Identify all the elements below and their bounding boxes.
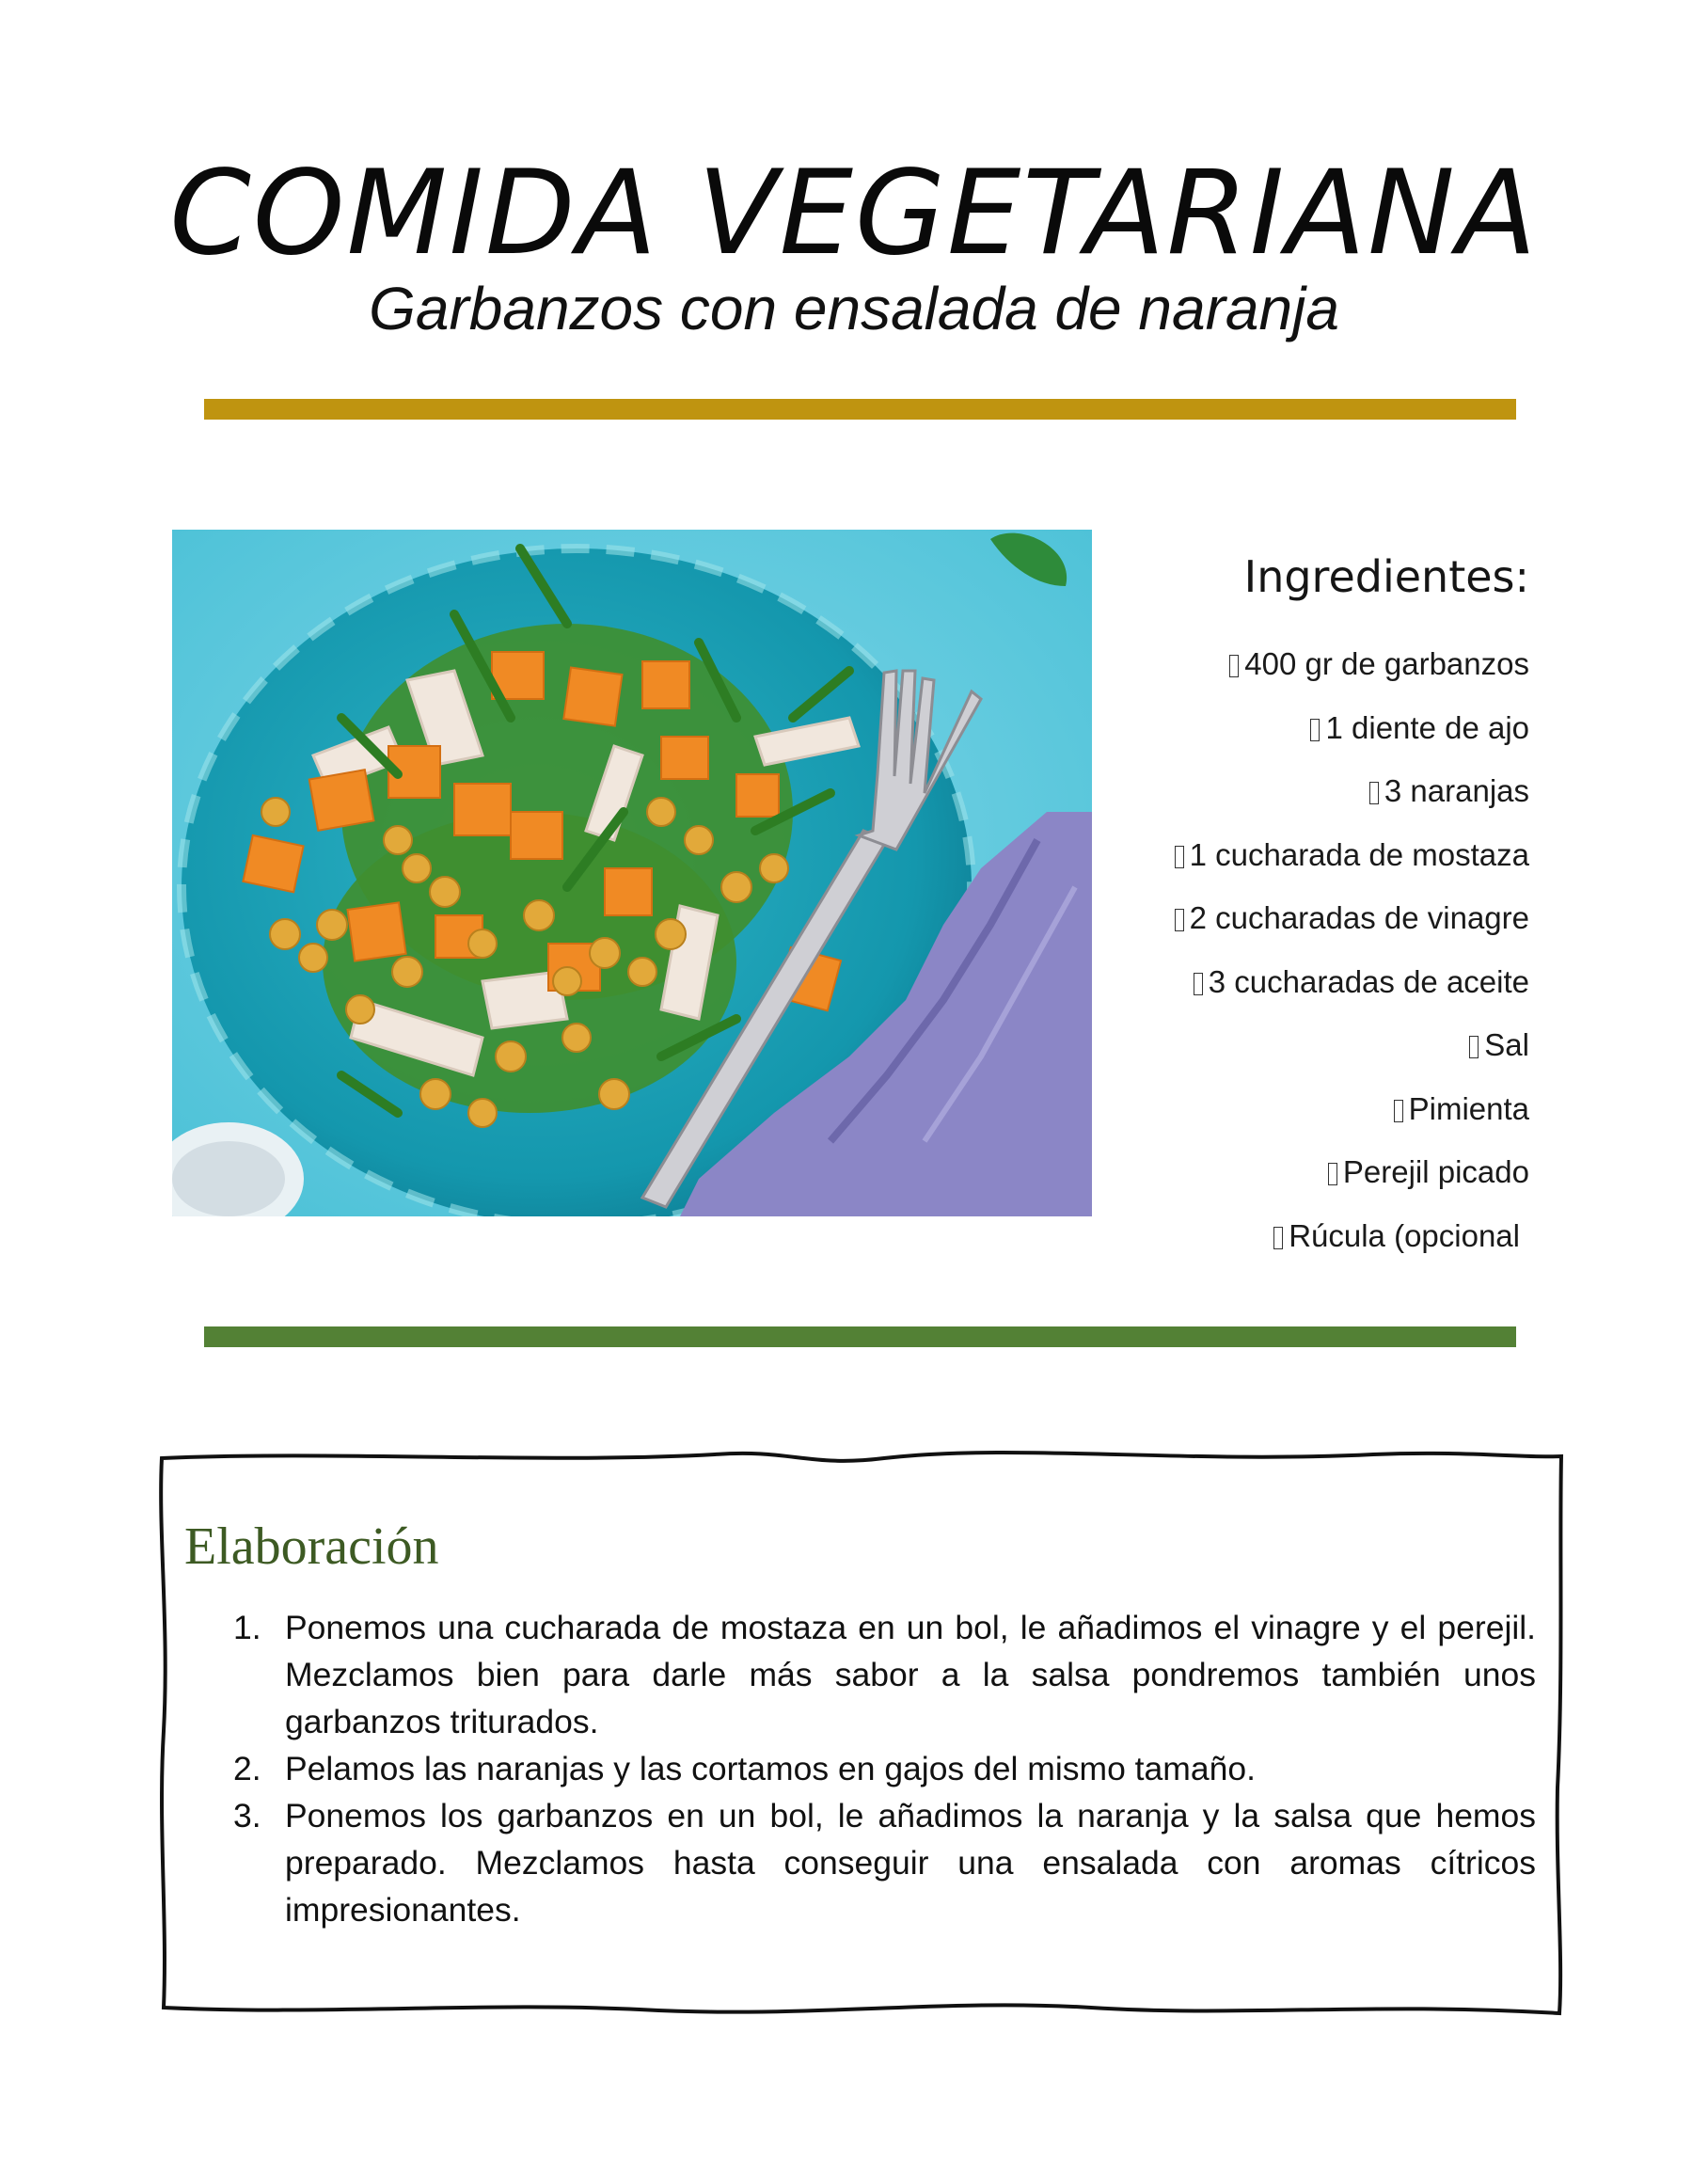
ingredient-item bbox=[946, 759, 1529, 823]
bullet-icon bbox=[1369, 782, 1379, 804]
bullet-icon bbox=[1273, 1227, 1283, 1249]
ingredients-list bbox=[946, 632, 1529, 1267]
step-item bbox=[233, 1792, 1536, 1933]
ingredient-text: Perejil picado bbox=[1342, 1154, 1529, 1189]
step-text: Pelamos las naranjas y las cortamos en gajos del mismo tamaño. bbox=[285, 1750, 1256, 1787]
green-divider bbox=[204, 1326, 1516, 1347]
ingredient-item bbox=[946, 1204, 1529, 1268]
bullet-icon bbox=[1175, 846, 1184, 868]
ingredient-item bbox=[946, 632, 1529, 696]
ingredient-item bbox=[946, 823, 1529, 887]
step-text: Ponemos una cucharada de mostaza en un bol, le añadimos el vinagre y el perejil. Mezclamos bien para darle más sabor a la salsa pondremos también unos garbanzos triturados. bbox=[285, 1609, 1536, 1740]
bullet-icon bbox=[1310, 719, 1320, 741]
ingredient-text: Sal bbox=[1484, 1027, 1529, 1062]
ingredient-item bbox=[946, 950, 1529, 1014]
ingredient-text: Pimienta bbox=[1408, 1090, 1529, 1126]
ingredient-item bbox=[946, 886, 1529, 950]
step-number: 1. bbox=[233, 1609, 261, 1646]
ingredient-item bbox=[946, 1013, 1529, 1077]
bullet-icon bbox=[1194, 973, 1203, 995]
ingredient-text: 1 cucharada de mostaza bbox=[1189, 836, 1529, 872]
step-item bbox=[233, 1745, 1536, 1792]
ingredient-item bbox=[946, 1140, 1529, 1204]
ingredient-text: Rúcula (opcional bbox=[1289, 1217, 1520, 1253]
ingredients-heading: Ingredientes: bbox=[1243, 551, 1529, 602]
bullet-icon bbox=[1328, 1163, 1337, 1185]
step-number: 2. bbox=[233, 1750, 261, 1787]
ingredient-item bbox=[946, 1077, 1529, 1141]
ingredient-text: 400 gr de garbanzos bbox=[1244, 646, 1529, 681]
step-text: Ponemos los garbanzos en un bol, le añadimos la naranja y la salsa que hemos preparado. Mezclamos hasta conseguir una ensalada con aromas cítricos impresionantes. bbox=[285, 1797, 1536, 1929]
elaboration-steps bbox=[233, 1604, 1536, 1933]
step-number: 3. bbox=[233, 1797, 261, 1835]
bullet-icon bbox=[1394, 1100, 1403, 1122]
ingredient-text: 1 diente de ajo bbox=[1325, 709, 1529, 745]
gold-divider bbox=[204, 399, 1516, 420]
ingredient-text: 2 cucharadas de vinagre bbox=[1189, 900, 1529, 935]
page-title: COMIDA VEGETARIANA bbox=[169, 146, 1539, 281]
ingredient-text: 3 naranjas bbox=[1384, 773, 1529, 808]
bullet-icon bbox=[1469, 1036, 1479, 1058]
bullet-icon bbox=[1175, 909, 1184, 931]
elaboration-heading: Elaboración bbox=[184, 1517, 439, 1576]
page-subtitle: Garbanzos con ensalada de naranja bbox=[369, 275, 1339, 342]
bullet-icon bbox=[1229, 655, 1239, 677]
step-item bbox=[233, 1604, 1536, 1745]
ingredient-text: 3 cucharadas de aceite bbox=[1208, 963, 1529, 999]
ingredient-item bbox=[946, 696, 1529, 760]
